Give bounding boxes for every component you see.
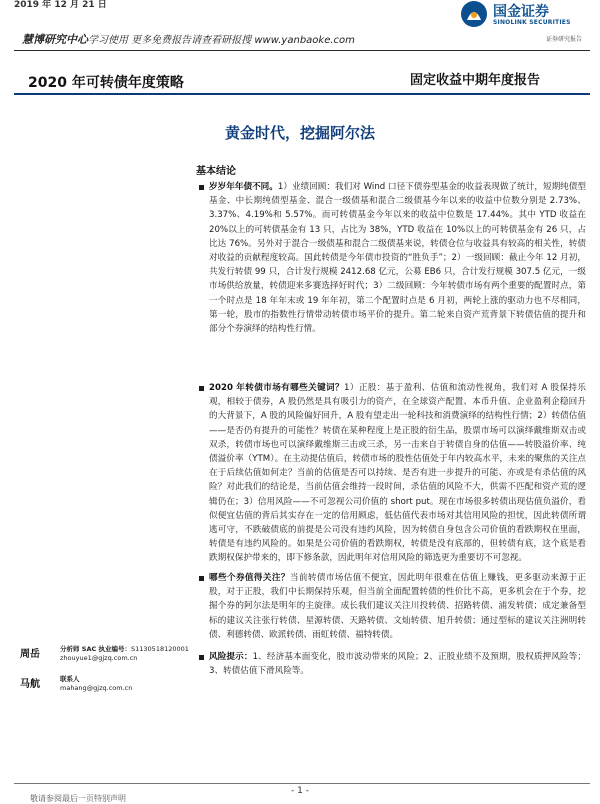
author-info bbox=[60, 675, 132, 693]
paragraph-risk bbox=[196, 650, 586, 678]
paragraph-1 bbox=[196, 180, 586, 336]
page-number: - 1 - bbox=[291, 786, 309, 796]
bullet-icon bbox=[199, 576, 204, 581]
author-role: 联系人 bbox=[60, 675, 80, 683]
section-title: 基本结论 bbox=[196, 166, 236, 177]
watermark-banner bbox=[22, 31, 355, 47]
paragraph-lead: 2020 年转债市场有哪些关键词？ bbox=[209, 383, 345, 393]
author-email: mahang@gjzq.com.cn bbox=[60, 684, 133, 692]
report-title: 2020 年可转债年度策略 bbox=[28, 75, 184, 91]
paragraph-body: 1）业绩回顾：我们对 Wind 口径下债券型基金的收益表现做了统计，短期纯债型基金、中长期纯债型基金、混合一级债基和混合二级债基今年以来的收益中位数分别是 2.73%、3.37%、4.19%和 5.57%。而可转债基金今年以来的收益中位数是 17.44%。其中 YTD 收益在 20%以上的可转债基金有 13 只，占比为 38%，YTD 收益在 10%以上的可转债基金有 26 只，占比达 76%。另外对于混合一级债基和混合二级债基来说，转债仓位与收益具有较高的相关性，转债对收益的贡献程度较高。国此转债是今年债市投资的“胜负手”；2）一级回顾：截止今年 12 月初，共发行转债 99 只，合计发行规模 2412.68 亿元，公募 EB6 只，合计发行规模 307.5 亿元，一级市场供给放量，转债迎来多赛选择好时代；3）二级回顾：今年转债市场有两个重要的配置时点，第一个时点是 18 年年末或 19 年年初，第二个配置时点是 6 月初，两轮上涨的驱动力也不尽相同，第一轮，股市的指数性行情带动转债市场平价的提升。第二轮来自资产荒背景下转债估值的提升和部分个券演绎的结构性行情。 bbox=[209, 182, 586, 335]
logo-english-name: SINOLINK SECURITIES bbox=[493, 19, 571, 26]
paragraph-body: 1、经济基本面变化，股市波动带来的风险；2、正股业绩不及预期，股权质押风险等；3、转债估值下滑风险等。 bbox=[209, 652, 586, 677]
company-logo bbox=[460, 0, 590, 30]
author-info bbox=[60, 645, 189, 663]
bullet-icon bbox=[199, 386, 204, 391]
department-label: 证券研究报告 bbox=[546, 36, 583, 43]
logo-emblem-icon bbox=[460, 0, 488, 28]
report-date: 2019 年 12 月 21 日 bbox=[14, 0, 107, 10]
author-role: 分析师 SAC 执业编号： bbox=[60, 645, 132, 653]
paragraph-body: 当前转债市场估值不便宜，因此明年很难在估值上赚钱，更多驱动来源于正股，对于正股，我们中长期保持乐观，但当前全面配置转债的性价比不高，更多机会在于个券，挖掘个券的阿尔法是明年的主旋律。成长我们建议关注川投转债、招路转债、浦发转债；成定兼备型标的建议关注张行转债、星源转债、天路转债、文灿转债、旭升转债；通过型标的建议关注洲明转债、利德转债、欧派转债、雨虹转债、福特转债。 bbox=[209, 573, 586, 640]
paragraph-lead: 哪些个券值得关注？ bbox=[209, 573, 290, 583]
watermark-text: 学习使用 更多免费报告请查看研报搜 www.yanbaoke.com bbox=[88, 35, 355, 46]
footer-note: 敬请参阅最后一页特别声明 bbox=[30, 794, 126, 803]
author-email: zhouyue1@gjzq.com.cn bbox=[60, 654, 138, 662]
header-divider bbox=[14, 50, 590, 51]
bullet-icon bbox=[199, 185, 204, 190]
paragraph-3 bbox=[196, 571, 586, 642]
author-name: 马航 bbox=[20, 679, 40, 690]
main-title: 黄金时代，挖掘阿尔法 bbox=[224, 124, 375, 142]
watermark-brand: 慧博研究中心 bbox=[22, 33, 88, 46]
bullet-icon bbox=[199, 655, 204, 660]
logo-chinese-name: 国金证券 bbox=[493, 4, 549, 20]
paragraph-body: 1）正股：基于盈利、估值和流动性视角，我们对 A 股保持乐观，相较于债券，A 股仍然是具有吸引力的资产，在全球资产配置、本币升值、企业盈利企稳回升的大背景下，A 股的风险偏好回升，A 股有望走出一轮科技和消费演绎的结构性行情；2）转债估值——是否仍有提升的可能性？转债在某种程度上是正股的衍生品，股票市场可以演绎戴维斯双击或双杀，转债市场也可以演绎戴维斯三击或三杀，另一击来自于转债自身的估值——转股溢价率、纯债溢价率（YTM）。在主动提估值后，转债市场的股性估值处于年内较高水平，未来的聚焦的关注点在于后续估值如何走？当前的估值是否可以持续、是否有进一步提升的可能、亦或是有杀估值的风险？对此我们的结论是，当前估值会维持一段时间，杀估值的风险不大，供需不匹配和资产荒的逻辑仍在；3）信用风险——不可忽视公司价值的 short put。现在市场很多转债出现估值负溢价，看似便宜估值的背后其实存在一定的信用顾虑，低估值代表市场对其信用风险的担忧，因此转债所谓逃可守，不跌破债底的前提是公司没有违约风险，因为转债自身包含公司价值的看跌期权在里面，转债是有违约风险的。如果是公司价值的看跌期权，转债是没有底部的，但转债有底，这个底是看跌期权保护带来的，即下修条款，因此明年对信用风险的筛选更为重要切不可忽视。 bbox=[209, 383, 586, 564]
paragraph-2 bbox=[196, 381, 586, 566]
author-name: 周岳 bbox=[20, 649, 40, 660]
footer-divider bbox=[14, 783, 590, 784]
title-band-divider bbox=[14, 93, 590, 95]
author-id: S1130518120001 bbox=[131, 645, 189, 653]
paragraph-lead: 岁岁年年债不同。 bbox=[209, 182, 278, 192]
report-type: 固定收益中期年度报告 bbox=[410, 73, 541, 88]
paragraph-lead: 风险提示： bbox=[209, 652, 253, 662]
